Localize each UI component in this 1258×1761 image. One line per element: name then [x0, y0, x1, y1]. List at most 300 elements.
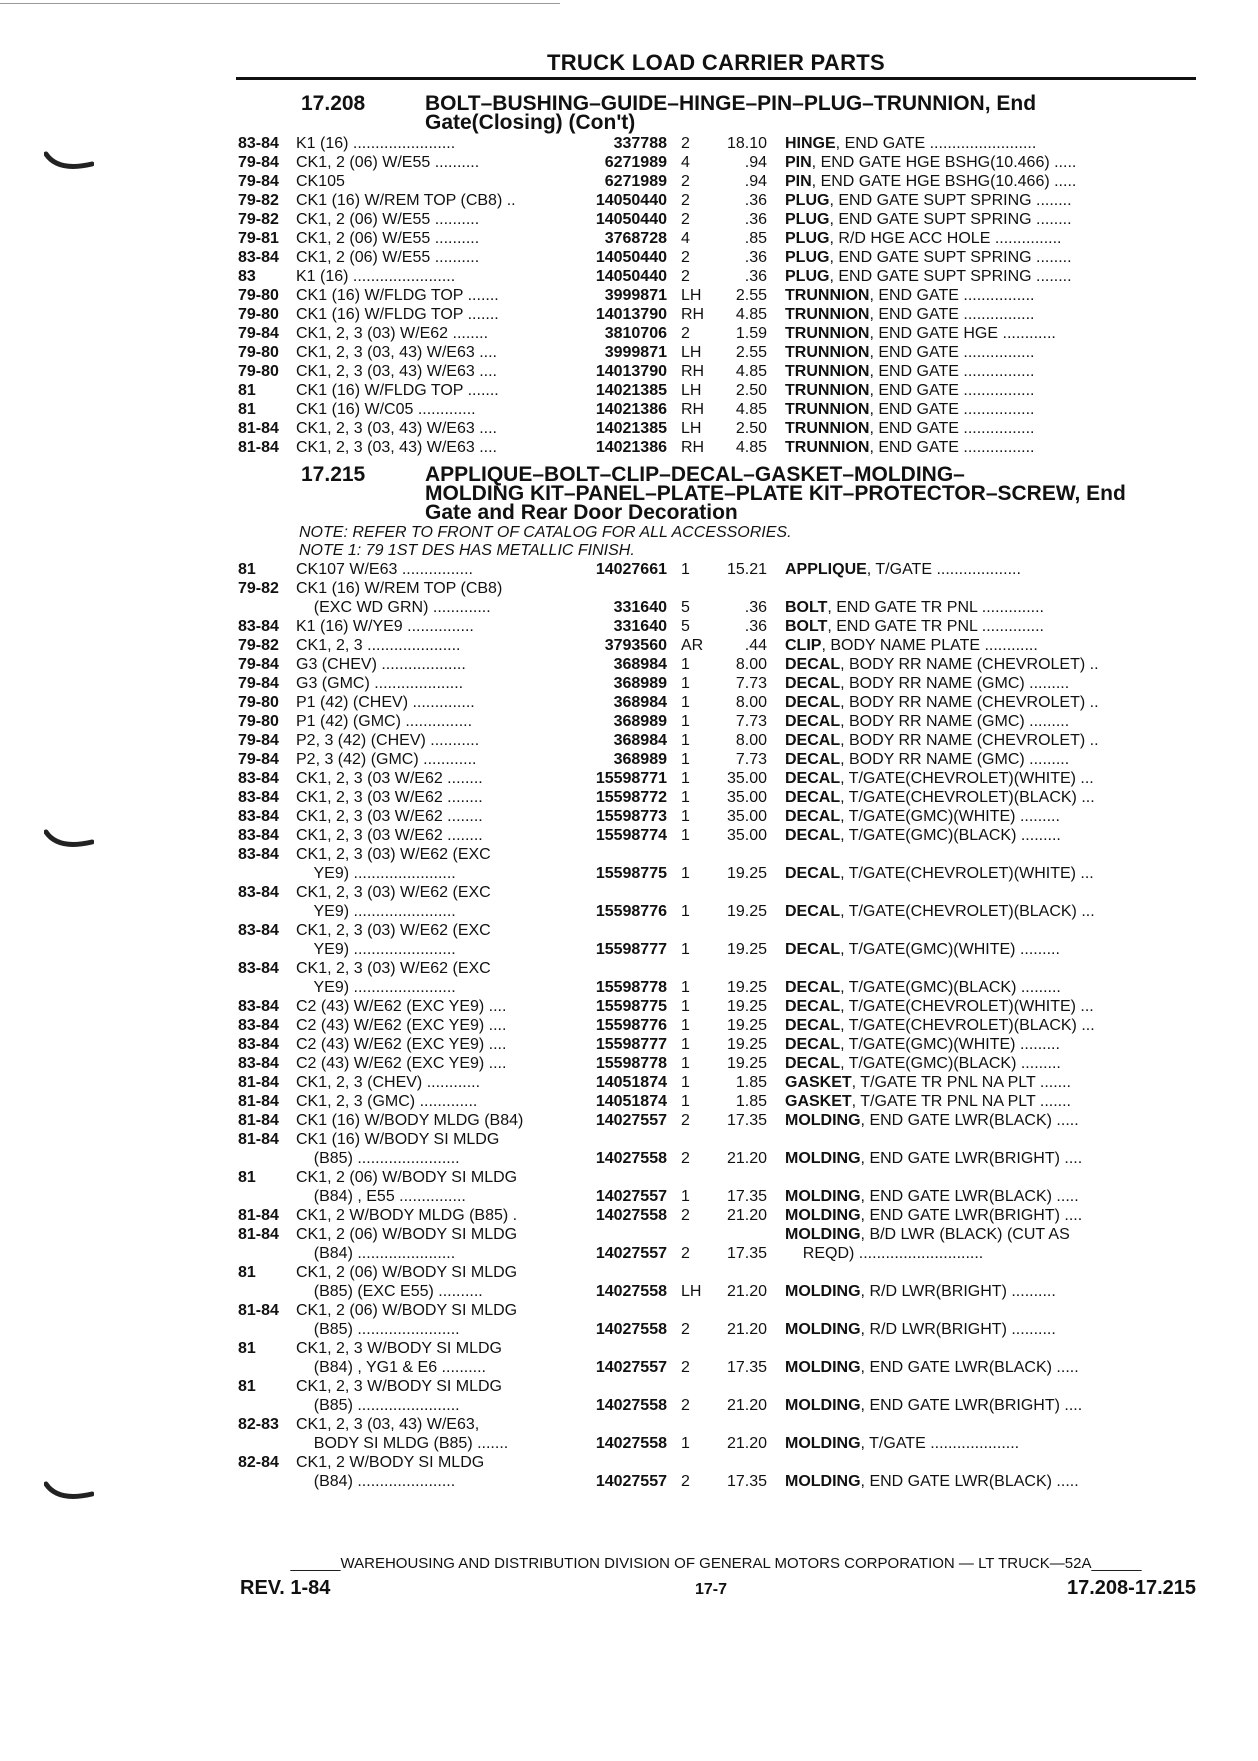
- row-quantity: 4: [681, 230, 690, 247]
- row-description: [785, 997, 1194, 1016]
- row-quantity: 1: [681, 941, 690, 958]
- row-part-number: 14027558: [595, 1207, 667, 1224]
- row-price: .36: [744, 192, 767, 209]
- row-model-applicability: [296, 1339, 571, 1377]
- part-noun: BOLT: [785, 618, 828, 635]
- row-years: 79-82: [238, 637, 279, 654]
- row-price: 2.55: [735, 287, 767, 304]
- binding-hole-mark: [44, 150, 94, 176]
- part-modifier: , END GATE SUPT SPRING ........: [829, 211, 1072, 228]
- part-modifier: , T/GATE(CHEVROLET)(BLACK) ...: [840, 1017, 1095, 1034]
- row-years: 83-84: [238, 808, 279, 825]
- part-modifier: , R/D LWR(BRIGHT) ..........: [860, 1321, 1056, 1338]
- row-price: .36: [744, 599, 767, 616]
- model-line: K1 (16) W/YE9 ...............: [296, 618, 474, 635]
- section-heading: [238, 465, 1194, 522]
- row-price: 19.25: [726, 998, 767, 1015]
- row-model-applicability: [296, 210, 571, 229]
- row-description: [785, 362, 1194, 381]
- description-line: [785, 324, 1194, 343]
- row-description: [785, 750, 1194, 769]
- row-price: .36: [744, 249, 767, 266]
- description-line: [785, 807, 1194, 826]
- part-modifier: , T/GATE ....................: [860, 1435, 1020, 1452]
- row-quantity: 1: [681, 979, 690, 996]
- row-description: [785, 1168, 1194, 1206]
- row-model-applicability: [296, 267, 571, 286]
- row-years: 83: [238, 268, 256, 285]
- part-noun: TRUNNION: [785, 287, 870, 304]
- model-line: CK1 (16) W/BODY SI MLDG: [296, 1131, 500, 1148]
- description-line: [785, 286, 1194, 305]
- description-line: [785, 267, 1194, 286]
- table-row: [238, 1339, 1194, 1377]
- part-modifier: , END GATE LWR(BLACK) .....: [860, 1473, 1079, 1490]
- part-modifier: , R/D HGE ACC HOLE ...............: [829, 230, 1062, 247]
- row-price: 19.25: [726, 1017, 767, 1034]
- row-model-applicability: [296, 1073, 571, 1092]
- row-years: 81-84: [238, 1302, 279, 1319]
- row-description: [785, 560, 1194, 579]
- section-number: 17.208: [301, 92, 366, 115]
- part-modifier: , END GATE SUPT SPRING ........: [829, 268, 1072, 285]
- row-description: [785, 381, 1194, 400]
- table-row: [238, 1206, 1194, 1225]
- model-line: YE9) .......................: [296, 941, 456, 958]
- model-line: YE9) .......................: [296, 979, 456, 996]
- row-price: 21.20: [726, 1321, 767, 1338]
- row-years: 83-84: [238, 249, 279, 266]
- description-line: [785, 826, 1194, 845]
- row-part-number: 14051874: [595, 1093, 667, 1110]
- row-price: 1.59: [735, 325, 767, 342]
- row-model-applicability: [296, 997, 571, 1016]
- row-quantity: 1: [681, 561, 690, 578]
- section-title-line: Gate and Rear Door Decoration: [425, 501, 738, 524]
- row-model-applicability: [296, 438, 571, 457]
- row-model-applicability: [296, 1263, 571, 1301]
- model-line: C2 (43) W/E62 (EXC YE9) ....: [296, 1017, 507, 1034]
- row-model-applicability: [296, 769, 571, 788]
- table-row: [238, 674, 1194, 693]
- part-noun: DECAL: [785, 998, 841, 1015]
- part-noun: TRUNNION: [785, 439, 870, 456]
- row-quantity: 1: [681, 827, 690, 844]
- part-noun: PLUG: [785, 268, 830, 285]
- part-noun: DECAL: [785, 732, 841, 749]
- model-line: K1 (16) .......................: [296, 268, 456, 285]
- description-line: [785, 229, 1194, 248]
- description-line: [785, 1073, 1194, 1092]
- description-line: [785, 210, 1194, 229]
- row-part-number: 15598772: [595, 789, 667, 806]
- row-model-applicability: [296, 693, 571, 712]
- model-line: CK1, 2, 3 (03) W/E62 ........: [296, 325, 489, 342]
- row-part-number: 15598778: [595, 1055, 667, 1072]
- model-line: (B84) , YG1 & E6 ..........: [296, 1359, 486, 1376]
- row-part-number: 14027558: [595, 1397, 667, 1414]
- row-description: [785, 883, 1194, 921]
- model-line: CK1, 2 (06) W/BODY SI MLDG: [296, 1169, 518, 1186]
- table-row: [238, 210, 1194, 229]
- row-description: [785, 438, 1194, 457]
- row-years: 83-84: [238, 846, 279, 863]
- description-line: [785, 560, 1194, 579]
- row-price: 19.25: [726, 1055, 767, 1072]
- row-quantity: 2: [681, 268, 690, 285]
- part-modifier: , T/GATE(CHEVROLET)(WHITE) ...: [840, 865, 1094, 882]
- part-modifier: , T/GATE(GMC)(WHITE) .........: [840, 1036, 1060, 1053]
- description-line: [785, 769, 1194, 788]
- row-model-applicability: [296, 419, 571, 438]
- row-price: 35.00: [726, 827, 767, 844]
- row-description: [785, 1453, 1194, 1491]
- row-quantity: 2: [681, 173, 690, 190]
- row-price: 4.85: [735, 363, 767, 380]
- part-noun: DECAL: [785, 694, 841, 711]
- row-quantity: 1: [681, 789, 690, 806]
- description-line: [785, 400, 1194, 419]
- row-description: [785, 191, 1194, 210]
- row-description: [785, 826, 1194, 845]
- description-line: [785, 1225, 1194, 1244]
- row-part-number: 3768728: [604, 230, 667, 247]
- model-line: CK1, 2, 3 (03 W/E62 ........: [296, 827, 483, 844]
- row-price: 21.20: [726, 1397, 767, 1414]
- row-description: [785, 134, 1194, 153]
- row-years: 83-84: [238, 770, 279, 787]
- row-description: [785, 286, 1194, 305]
- part-noun: MOLDING: [785, 1435, 861, 1452]
- part-modifier: , END GATE LWR(BLACK) .....: [860, 1112, 1079, 1129]
- row-description: [785, 324, 1194, 343]
- part-modifier: , END GATE ................: [869, 382, 1035, 399]
- row-years: 81: [238, 382, 256, 399]
- row-part-number: 14027557: [595, 1473, 667, 1490]
- part-noun: DECAL: [785, 903, 841, 920]
- part-noun: MOLDING: [785, 1473, 861, 1490]
- row-price: 1.85: [735, 1093, 767, 1110]
- row-price: 19.25: [726, 903, 767, 920]
- row-model-applicability: [296, 921, 571, 959]
- part-noun: DECAL: [785, 941, 841, 958]
- description-line: [785, 1282, 1194, 1301]
- part-noun: TRUNNION: [785, 363, 870, 380]
- row-model-applicability: [296, 845, 571, 883]
- row-price: 8.00: [735, 732, 767, 749]
- row-model-applicability: [296, 286, 571, 305]
- part-noun: TRUNNION: [785, 382, 870, 399]
- table-row: [238, 229, 1194, 248]
- row-description: [785, 1054, 1194, 1073]
- row-quantity: 1: [681, 1055, 690, 1072]
- row-description: [785, 343, 1194, 362]
- description-line: [785, 1206, 1194, 1225]
- model-line: CK1, 2, 3 (03, 43) W/E63 ....: [296, 363, 497, 380]
- row-part-number: 14013790: [595, 306, 667, 323]
- part-noun: DECAL: [785, 789, 841, 806]
- model-line: CK1, 2, 3 W/BODY SI MLDG: [296, 1378, 502, 1395]
- table-row: [238, 883, 1194, 921]
- row-price: 7.73: [735, 751, 767, 768]
- row-part-number: 6271989: [604, 173, 667, 190]
- table-row: [238, 1415, 1194, 1453]
- part-modifier: , END GATE LWR(BRIGHT) ....: [860, 1397, 1083, 1414]
- model-line: CK1, 2, 3 (03 W/E62 ........: [296, 770, 483, 787]
- row-price: 18.10: [726, 135, 767, 152]
- row-price: 1.85: [735, 1074, 767, 1091]
- row-price: 17.35: [726, 1245, 767, 1262]
- table-row: [238, 921, 1194, 959]
- table-row: [238, 1130, 1194, 1168]
- row-quantity: 2: [681, 1207, 690, 1224]
- page-title: TRUCK LOAD CARRIER PARTS: [546, 50, 885, 75]
- part-modifier: , T/GATE(GMC)(WHITE) .........: [840, 941, 1060, 958]
- table-row: [238, 248, 1194, 267]
- title-rule: [236, 77, 1196, 80]
- table-row: [238, 286, 1194, 305]
- row-description: [785, 712, 1194, 731]
- row-price: .36: [744, 211, 767, 228]
- row-part-number: 368984: [613, 656, 667, 673]
- row-model-applicability: [296, 248, 571, 267]
- model-line: G3 (CHEV) ...................: [296, 656, 466, 673]
- row-part-number: 14050440: [595, 249, 667, 266]
- row-price: 19.25: [726, 865, 767, 882]
- part-noun: DECAL: [785, 675, 841, 692]
- row-part-number: 6271989: [604, 154, 667, 171]
- part-modifier: , T/GATE(GMC)(WHITE) .........: [840, 808, 1060, 825]
- row-part-number: 14051874: [595, 1074, 667, 1091]
- row-part-number: 14027557: [595, 1112, 667, 1129]
- row-part-number: 14027557: [595, 1245, 667, 1262]
- row-description: [785, 807, 1194, 826]
- row-model-applicability: [296, 1206, 571, 1225]
- description-line: [785, 940, 1194, 959]
- model-line: CK1, 2, 3 (CHEV) ............: [296, 1074, 481, 1091]
- model-line: CK1, 2 (06) W/E55 ..........: [296, 249, 480, 266]
- row-description: [785, 1035, 1194, 1054]
- model-line: K1 (16) .......................: [296, 135, 456, 152]
- model-line: CK1 (16) W/FLDG TOP .......: [296, 287, 499, 304]
- part-noun: DECAL: [785, 656, 841, 673]
- row-years: 81-84: [238, 1112, 279, 1129]
- row-part-number: 3810706: [604, 325, 667, 342]
- description-line: [785, 1472, 1194, 1491]
- table-row: [238, 381, 1194, 400]
- row-quantity: LH: [681, 344, 702, 361]
- table-row: [238, 1225, 1194, 1263]
- model-line: CK1, 2 (06) W/BODY SI MLDG: [296, 1226, 518, 1243]
- part-modifier: , END GATE SUPT SPRING ........: [829, 249, 1072, 266]
- row-quantity: 1: [681, 751, 690, 768]
- table-row: [238, 769, 1194, 788]
- row-model-applicability: [296, 1415, 571, 1453]
- row-quantity: 1: [681, 1036, 690, 1053]
- part-noun: MOLDING: [785, 1283, 861, 1300]
- row-part-number: 14027557: [595, 1188, 667, 1205]
- row-description: [785, 1130, 1194, 1168]
- row-model-applicability: [296, 636, 571, 655]
- row-description: [785, 921, 1194, 959]
- row-quantity: 2: [681, 1150, 690, 1167]
- model-line: CK1, 2, 3 (GMC) .............: [296, 1093, 478, 1110]
- model-line: CK1 (16) W/REM TOP (CB8) ..: [296, 192, 516, 209]
- row-model-applicability: [296, 655, 571, 674]
- section-title-line: Gate(Closing) (Con't): [425, 111, 636, 134]
- part-modifier: , END GATE LWR(BRIGHT) ....: [860, 1150, 1083, 1167]
- description-line: [785, 731, 1194, 750]
- description-line: [785, 1054, 1194, 1073]
- part-modifier: , B/D LWR (BLACK) (CUT AS: [860, 1226, 1070, 1243]
- row-years: 83-84: [238, 827, 279, 844]
- part-modifier: , T/GATE(GMC)(BLACK) .........: [840, 979, 1061, 996]
- row-quantity: 1: [681, 1074, 690, 1091]
- row-model-applicability: [296, 305, 571, 324]
- part-modifier: , T/GATE ...................: [866, 561, 1021, 578]
- row-part-number: 15598771: [595, 770, 667, 787]
- table-row: [238, 153, 1194, 172]
- row-model-applicability: [296, 560, 571, 579]
- part-modifier: , END GATE HGE BSHG(10.466) .....: [811, 154, 1077, 171]
- description-line: [785, 1016, 1194, 1035]
- part-modifier: , T/GATE(CHEVROLET)(BLACK) ...: [840, 903, 1095, 920]
- row-quantity: 2: [681, 1359, 690, 1376]
- description-line: [785, 997, 1194, 1016]
- row-years: 79-80: [238, 363, 279, 380]
- row-quantity: 1: [681, 808, 690, 825]
- part-modifier: , END GATE ................: [869, 344, 1035, 361]
- row-years: 79-84: [238, 732, 279, 749]
- part-noun: TRUNNION: [785, 344, 870, 361]
- model-line: (B84) ......................: [296, 1245, 456, 1262]
- description-line: [785, 636, 1194, 655]
- part-noun: PIN: [785, 154, 812, 171]
- description-line: [785, 134, 1194, 153]
- row-quantity: 5: [681, 599, 690, 616]
- table-row: [238, 172, 1194, 191]
- row-price: 7.73: [735, 675, 767, 692]
- part-noun: MOLDING: [785, 1226, 861, 1243]
- row-model-applicability: [296, 712, 571, 731]
- part-noun: DECAL: [785, 770, 841, 787]
- part-noun: DECAL: [785, 1017, 841, 1034]
- description-line: [785, 750, 1194, 769]
- row-years: 82-83: [238, 1416, 279, 1433]
- row-years: 81: [238, 561, 256, 578]
- part-noun: PLUG: [785, 249, 830, 266]
- table-row: [238, 1073, 1194, 1092]
- model-line: CK1, 2, 3 (03) W/E62 (EXC: [296, 922, 491, 939]
- row-part-number: 3999871: [604, 344, 667, 361]
- note-line: NOTE 1: 79 1ST DES HAS METALLIC FINISH.: [299, 542, 635, 559]
- row-quantity: 2: [681, 1321, 690, 1338]
- row-years: 79-80: [238, 306, 279, 323]
- part-noun: MOLDING: [785, 1188, 861, 1205]
- row-model-applicability: [296, 826, 571, 845]
- row-years: 83-84: [238, 922, 279, 939]
- row-description: [785, 1073, 1194, 1092]
- row-quantity: 1: [681, 998, 690, 1015]
- section-title-line: MOLDING KIT–PANEL–PLATE–PLATE KIT–PROTECTOR–SCREW, End: [425, 482, 1126, 505]
- revision-label: REV. 1-84: [240, 1577, 331, 1599]
- row-description: [785, 1092, 1194, 1111]
- part-modifier: , END GATE ................: [869, 306, 1035, 323]
- row-description: [785, 400, 1194, 419]
- row-years: 83-84: [238, 1036, 279, 1053]
- part-modifier: , T/GATE TR PNL NA PLT .......: [851, 1093, 1071, 1110]
- part-modifier: , END GATE HGE ............: [869, 325, 1056, 342]
- row-description: [785, 845, 1194, 883]
- row-years: 83-84: [238, 618, 279, 635]
- model-line: BODY SI MLDG (B85) .......: [296, 1435, 509, 1452]
- row-description: [785, 769, 1194, 788]
- table-row: [238, 579, 1194, 617]
- description-line: [785, 362, 1194, 381]
- row-quantity: AR: [681, 637, 704, 654]
- row-price: .85: [744, 230, 767, 247]
- row-years: 81-84: [238, 1226, 279, 1243]
- row-model-applicability: [296, 731, 571, 750]
- row-model-applicability: [296, 1301, 571, 1339]
- row-years: 81-84: [238, 1093, 279, 1110]
- row-part-number: 14021385: [595, 420, 667, 437]
- row-quantity: 2: [681, 249, 690, 266]
- model-line: (B84) , E55 ...............: [296, 1188, 466, 1205]
- row-description: [785, 229, 1194, 248]
- row-years: 81: [238, 1169, 256, 1186]
- row-part-number: 331640: [613, 618, 667, 635]
- row-model-applicability: [296, 172, 571, 191]
- row-model-applicability: [296, 807, 571, 826]
- model-line: C2 (43) W/E62 (EXC YE9) ....: [296, 1036, 507, 1053]
- row-years: 81-84: [238, 439, 279, 456]
- part-noun: DECAL: [785, 1036, 841, 1053]
- table-row: [238, 693, 1194, 712]
- row-model-applicability: [296, 1035, 571, 1054]
- table-row: [238, 267, 1194, 286]
- description-line: [785, 788, 1194, 807]
- row-description: [785, 1263, 1194, 1301]
- row-quantity: 1: [681, 732, 690, 749]
- table-row: [238, 343, 1194, 362]
- row-years: 79-84: [238, 173, 279, 190]
- table-row: [238, 636, 1194, 655]
- part-modifier: , BODY RR NAME (CHEVROLET) ..: [840, 694, 1099, 711]
- row-years: 79-80: [238, 694, 279, 711]
- row-model-applicability: [296, 400, 571, 419]
- part-modifier: , T/GATE(CHEVROLET)(BLACK) ...: [840, 789, 1095, 806]
- note-line: NOTE: REFER TO FRONT OF CATALOG FOR ALL ACCESSORIES.: [299, 524, 792, 541]
- part-noun: HINGE: [785, 135, 836, 152]
- part-noun: APPLIQUE: [785, 561, 867, 578]
- row-quantity: 2: [681, 1397, 690, 1414]
- row-price: 17.35: [726, 1188, 767, 1205]
- description-line: [785, 191, 1194, 210]
- model-line: CK1, 2, 3 (03, 43) W/E63 ....: [296, 420, 497, 437]
- row-part-number: 368989: [613, 675, 667, 692]
- row-quantity: LH: [681, 420, 702, 437]
- footer-division-line: ______WAREHOUSING AND DISTRIBUTION DIVISION OF GENERAL MOTORS CORPORATION — LT TRUCK—52A______: [290, 1555, 1142, 1572]
- row-part-number: 14027558: [595, 1321, 667, 1338]
- row-model-applicability: [296, 1016, 571, 1035]
- row-price: 17.35: [726, 1473, 767, 1490]
- row-price: 21.20: [726, 1207, 767, 1224]
- row-price: 7.73: [735, 713, 767, 730]
- table-row: [238, 324, 1194, 343]
- row-description: [785, 674, 1194, 693]
- model-line: CK1 (16) W/FLDG TOP .......: [296, 306, 499, 323]
